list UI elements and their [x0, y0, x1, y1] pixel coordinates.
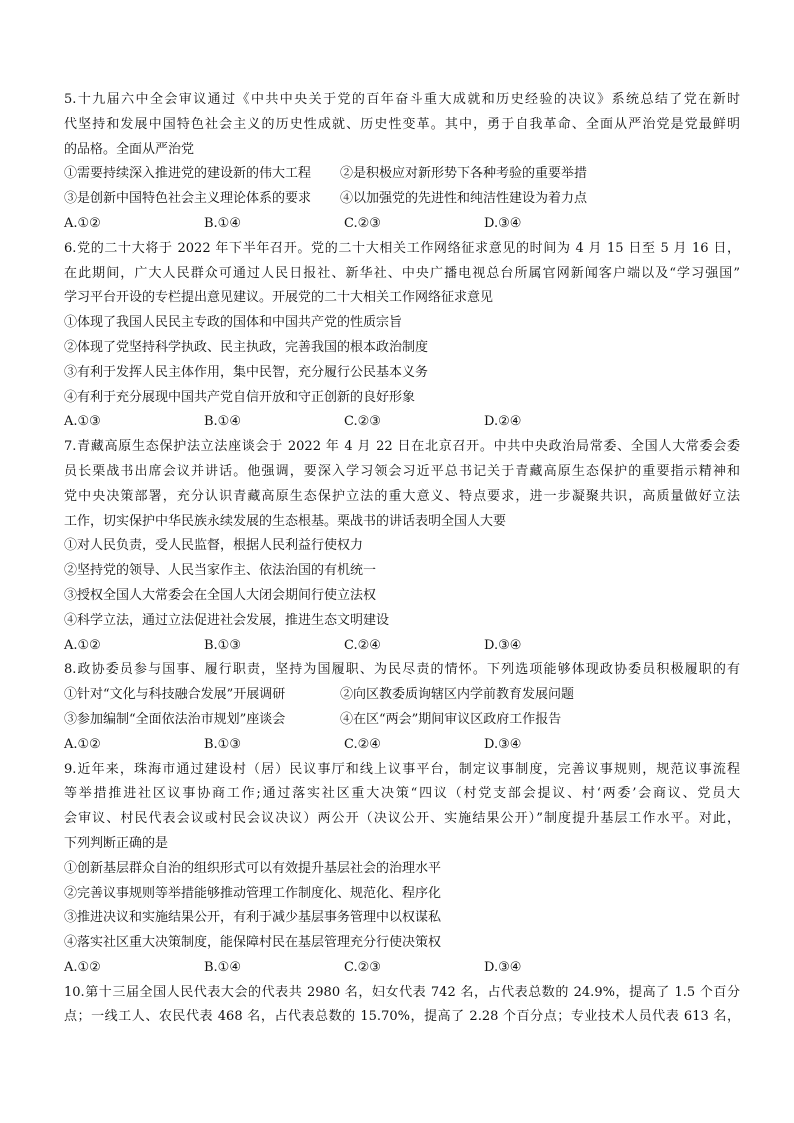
question-6-stem-line-1: 6.党的二十大将于 2022 年下半年召开。党的二十大相关工作网络征求意见的时间为 4 月 15 日至 5 月 16 日， — [64, 240, 740, 256]
question-7-answer-b: B.①③ — [204, 637, 241, 653]
question-7-stem-line-4: 工作，切实保护中华民族永续发展的生态根基。栗战书的讲话表明全国人大要 — [64, 513, 507, 529]
question-7-answer-d: D.③④ — [484, 637, 522, 653]
exam-page — [64, 88, 740, 1030]
question-5-stem-line-3: 的品格。全面从严治党 — [64, 141, 195, 157]
question-5-answer-c: C.②③ — [344, 215, 381, 231]
question-8 — [64, 658, 740, 757]
question-5-options-row-1 — [64, 162, 740, 187]
question-8-answers — [64, 733, 740, 758]
question-8-option-2: ②向区教委质询辖区内学前教育发展问题 — [340, 687, 575, 703]
question-9-option-2: ②完善议事规则等举措能够推动管理工作制度化、规范化、程序化 — [64, 885, 442, 901]
question-5-answer-b: B.①④ — [204, 215, 241, 231]
question-7-stem-line-1: 7.青藏高原生态保护法立法座谈会于 2022 年 4 月 22 日在北京召开。中共中央政治局常委、全国人大常委会委 — [64, 439, 740, 455]
question-5-answers — [64, 212, 740, 237]
question-9-stem-line-1: 9.近年来，珠海市通过建设村（居）民议事厅和线上议事平台，制定议事制度，完善议事规则，规范议事流程 — [64, 761, 740, 777]
question-8-options-row-1 — [64, 683, 740, 708]
question-5 — [64, 88, 740, 237]
question-9 — [64, 758, 740, 981]
question-9-answer-c: C.②③ — [344, 959, 381, 975]
question-9-answer-a: A.①② — [64, 959, 101, 975]
question-9-option-1: ①创新基层群众自治的组织形式可以有效提升基层社会的治理水平 — [64, 860, 442, 876]
question-10 — [64, 981, 740, 1031]
question-6-answers — [64, 410, 740, 435]
question-9-answers — [64, 956, 740, 981]
question-7-stem-line-3: 党中央决策部署，充分认识青藏高原生态保护立法的重大意义、特点要求，进一步凝聚共识，高质量做好立法 — [64, 488, 740, 504]
question-6-option-2: ②体现了党坚持科学执政、民主执政，完善我国的根本政治制度 — [64, 339, 429, 355]
question-8-stem-line-1: 8.政协委员参与国事、履行职责，坚持为国履职、为民尽责的情怀。下列选项能够体现政协委员积极履职的有 — [64, 662, 740, 678]
question-8-answer-a: A.①② — [64, 736, 101, 752]
question-6-answer-c: C.②③ — [344, 414, 381, 430]
question-8-option-1: ①针对“文化与科技融合发展”开展调研 — [64, 687, 286, 703]
question-9-option-3: ③推进决议和实施结果公开，有利于减少基层事务管理中以权谋私 — [64, 910, 442, 926]
question-5-stem-line-2: 代坚持和发展中国特色社会主义的历史性成就、历史性变革。其中，勇于自我革命、全面从严治党是党最鲜明 — [64, 116, 740, 132]
question-5-option-3: ③是创新中国特色社会主义理论体系的要求 — [64, 191, 312, 207]
question-6-stem-line-2: 在此期间，广大人民群众可通过人民日报社、新华社、中央广播电视总台所属官网新闻客户端以及“学习强国” — [64, 265, 740, 281]
question-8-option-4: ④在区“两会”期间审议区政府工作报告 — [340, 711, 562, 727]
question-8-option-3: ③参加编制“全面依法治市规划”座谈会 — [64, 711, 286, 727]
question-9-answer-d: D.③④ — [484, 959, 522, 975]
question-9-stem-line-3: 会审议、村民代表会议或村民会议决议）两公开（决议公开、实施结果公开）”制度提升基层工作水平。对此， — [64, 811, 740, 827]
question-9-answer-b: B.①④ — [204, 959, 241, 975]
question-5-stem-line-1: 5.十九届六中全会审议通过《中共中央关于党的百年奋斗重大成就和历史经验的决议》系统总结了党在新时 — [64, 92, 740, 107]
question-7-option-4: ④科学立法，通过立法促进社会发展，推进生态文明建设 — [64, 612, 390, 628]
question-5-option-2: ②是积极应对新形势下各种考验的重要举措 — [340, 166, 588, 182]
question-6-stem-line-3: 学习平台开设的专栏提出意见建议。开展党的二十大相关工作网络征求意见 — [64, 290, 494, 306]
question-7 — [64, 435, 740, 658]
question-5-answer-d: D.③④ — [484, 215, 522, 231]
question-6-option-3: ③有利于发挥人民主体作用，集中民智，充分履行公民基本义务 — [64, 364, 429, 380]
question-10-stem-line-1: 10.第十三届全国人民代表大会的代表共 2980 名，妇女代表 742 名，占代表总数的 24.9%，提高了 1.5 个百分 — [64, 984, 740, 1000]
question-10-stem-line-2: 点；一线工人、农民代表 468 名，占代表总数的 15.70%，提高了 2.28 个百分点；专业技术人员代表 613 名， — [64, 1009, 740, 1025]
question-9-option-4: ④落实社区重大决策制度，能保障村民在基层管理充分行使决策权 — [64, 935, 442, 951]
question-5-answer-a: A.①② — [64, 215, 101, 231]
question-7-option-3: ③授权全国人大常委会在全国人大闭会期间行使立法权 — [64, 587, 377, 603]
question-8-options-row-2 — [64, 708, 740, 733]
question-8-answer-c: C.②④ — [344, 736, 381, 752]
question-7-answer-a: A.①② — [64, 637, 101, 653]
question-7-option-1: ①对人民负责，受人民监督，根据人民利益行使权力 — [64, 538, 364, 554]
question-9-stem-line-4: 下列判断正确的是 — [64, 835, 169, 851]
question-6-option-1: ①体现了我国人民民主专政的国体和中国共产党的性质宗旨 — [64, 315, 403, 331]
question-7-answers — [64, 634, 740, 659]
question-7-option-2: ②坚持党的领导、人民当家作主、依法治国的有机统一 — [64, 563, 377, 579]
question-6-answer-b: B.①④ — [204, 414, 241, 430]
question-8-answer-d: D.③④ — [484, 736, 522, 752]
question-5-option-1: ①需要持续深入推进党的建设新的伟大工程 — [64, 166, 312, 182]
question-8-answer-b: B.①③ — [204, 736, 241, 752]
question-6 — [64, 237, 740, 435]
question-7-answer-c: C.②④ — [344, 637, 381, 653]
question-5-option-4: ④以加强党的先进性和纯洁性建设为着力点 — [340, 191, 588, 207]
question-6-answer-a: A.①③ — [64, 414, 101, 430]
question-6-option-4: ④有利于充分展现中国共产党自信开放和守正创新的良好形象 — [64, 389, 416, 405]
question-9-stem-line-2: 等举措推进社区议事协商工作;通过落实社区重大决策“四议（村党支部会提议、村‘两委’会商议、党员大 — [64, 786, 740, 802]
question-7-stem-line-2: 员长栗战书出席会议并讲话。他强调，要深入学习领会习近平总书记关于青藏高原生态保护的重要指示精神和 — [64, 463, 740, 479]
question-6-answer-d: D.②④ — [484, 414, 522, 430]
question-5-options-row-2 — [64, 187, 740, 212]
